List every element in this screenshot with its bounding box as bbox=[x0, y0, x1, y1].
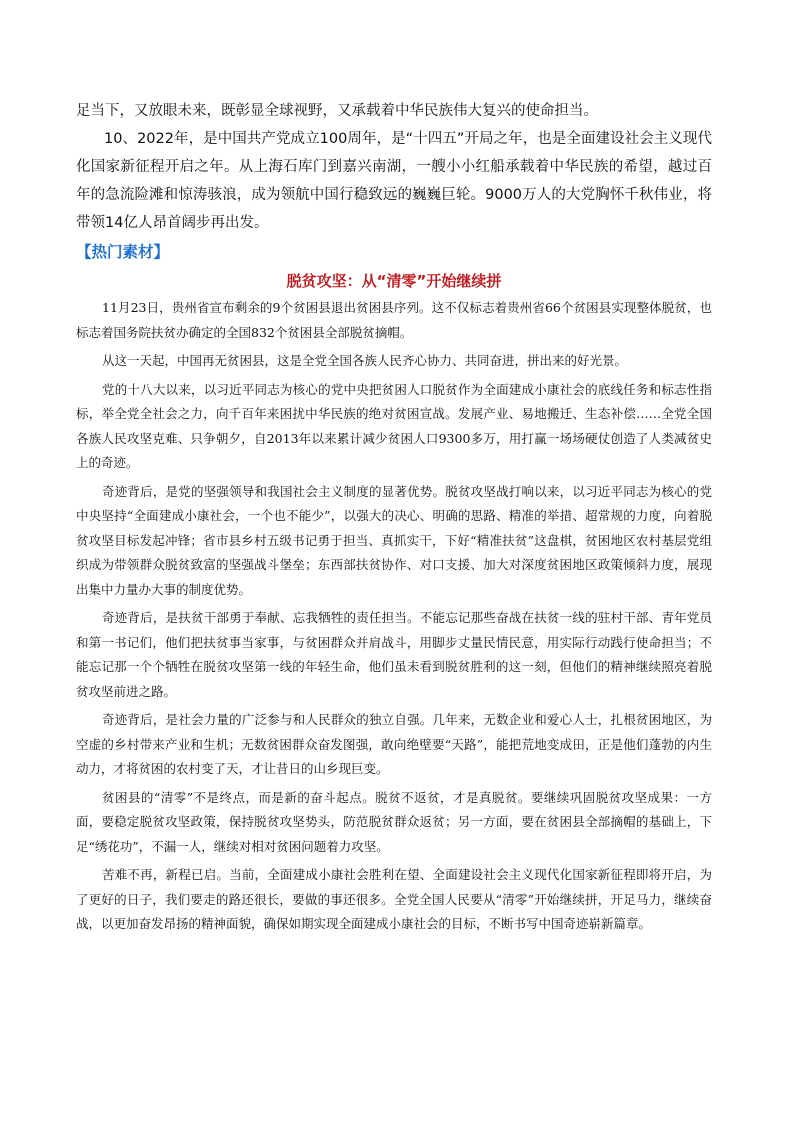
article-paragraph-5: 奇迹背后，是扶贫干部勇于奉献、忘我牺牲的责任担当。不能忘记那些奋战在扶贫一线的驻村干部、青年党员和第一书记们，他们把扶贫事当家事，与贫困群众并肩战斗，用脚步丈量民情民意，用实际行动践行使命担当；不能忘记那一个个牺牲在脱贫攻坚第一线的年轻生命，他们虽未看到脱贫胜利的这一刻，但他们的精神继续照亮着脱贫攻坚前进之路。 bbox=[76, 610, 712, 699]
article-paragraph-6: 奇迹背后，是社会力量的广泛参与和人民群众的独立自强。几年来，无数企业和爱心人士，扎根贫困地区，为空虚的乡村带来产业和生机；无数贫困群众奋发图强，敢向绝壁要“天路”，能把荒地变成田，正是他们蓬勃的内生动力，才将贫困的农村变了天，才让昔日的山乡现巨变。 bbox=[76, 712, 712, 776]
intro-paragraph-10: 10、2022年，是中国共产党成立100周年，是“十四五”开局之年，也是全面建设社会主义现代化国家新征程开启之年。从上海石库门到嘉兴南湖，一艘小小红船承载着中华民族的希望，越过百年的急流险滩和惊涛骇浪，成为领航中国行稳致远的巍巍巨轮。9000万人的大党胸怀千秋伟业，将带领14亿人昂首阔步再出发。 bbox=[76, 131, 712, 231]
article-paragraph-2: 从这一天起，中国再无贫困县，这是全党全国各族人民齐心协力、共同奋进，拼出来的好光景。 bbox=[102, 353, 628, 368]
article-paragraph-7: 贫困县的“清零”不是终点，而是新的奋斗起点。脱贫不返贫，才是真脱贫。要继续巩固脱贫攻坚成果：一方面，要稳定脱贫攻坚政策，保持脱贫攻坚势头，防范脱贫群众返贫；另一方面，要在贫困县全部摘帽的基础上，下足“绣花功”，不漏一人，继续对相对贫困问题着力攻坚。 bbox=[76, 789, 712, 854]
article-paragraph-4: 奇迹背后，是党的坚强领导和我国社会主义制度的显著优势。脱贫攻坚战打响以来，以习近平同志为核心的党中央坚持“全面建成小康社会，一个也不能少”，以强大的决心、明确的思路、精准的举措、超常规的力度，向着脱贫攻坚目标发起冲锋；省市县乡村五级书记勇于担当、真抓实干，下好“精准扶贫”这盘棋，贫困地区农村基层党组织成为带领群众脱贫致富的坚强战斗堡垒；东西部扶贫协作、对口支援、加大对深度贫困地区政策倾斜力度，展现出集中力量办大事的制度优势。 bbox=[76, 483, 712, 597]
article-paragraph-8: 苦难不再，新程已启。当前，全面建成小康社会胜利在望、全面建设社会主义现代化国家新征程即将开启，为了更好的日子，我们要走的路还很长，要做的事还很多。全党全国人民要从“清零”开始继续拼，开足马力，继续奋战，以更加奋发昂扬的精神面貌，确保如期实现全面建成小康社会的目标，不断书写中国奇迹崭新篇章。 bbox=[76, 867, 712, 931]
section-tag-hot-material: 【热门素材】 bbox=[76, 243, 170, 261]
article-paragraph-1: 11月23日，贵州省宣布剩余的9个贫困县退出贫困县序列。这不仅标志着贵州省66个贫困县实现整体脱贫，也标志着国务院扶贫办确定的全国832个贫困县全部脱贫摘帽。 bbox=[76, 300, 712, 340]
intro-paragraph-continued: 足当下，又放眼未来，既彰显全球视野，又承载着中华民族伟大复兴的使命担当。 bbox=[76, 103, 598, 119]
article-title: 脱贫攻坚：从“清零”开始继续拼 bbox=[286, 272, 502, 290]
article-paragraph-3: 党的十八大以来，以习近平同志为核心的党中央把贫困人口脱贫作为全面建成小康社会的底线任务和标志性指标，举全党全社会之力，向千百年来困扰中华民族的绝对贫困宣战。发展产业、易地搬迁、生态补偿……全党全国各族人民攻坚克难、只争朝夕，自2013年以来累计减少贫困人口9300多万，用打赢一场场硬仗创造了人类减贫史上的奇迹。 bbox=[76, 381, 712, 470]
